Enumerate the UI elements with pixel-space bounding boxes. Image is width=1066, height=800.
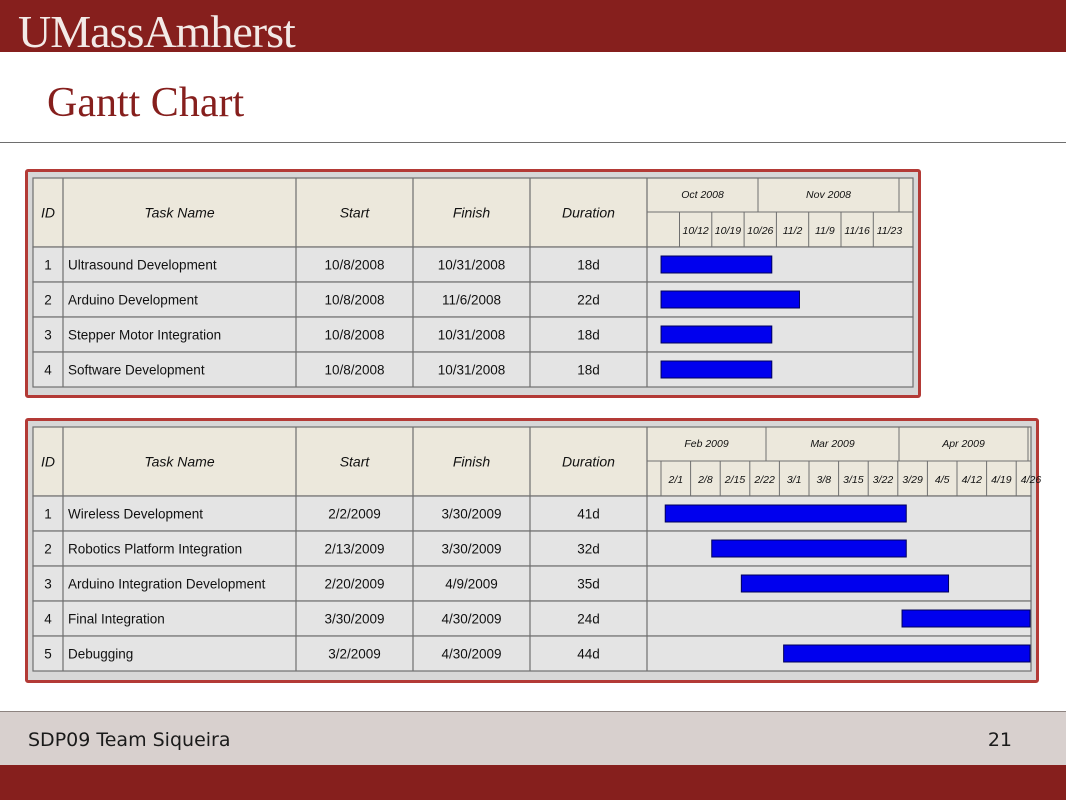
- header-bar: [0, 0, 1066, 57]
- tick-label: 11/9: [815, 225, 835, 237]
- task-start: 2/2/2009: [328, 506, 381, 522]
- task-id: 3: [44, 327, 52, 343]
- task-bar: [902, 610, 1030, 627]
- month-label: Oct 2008: [681, 189, 724, 201]
- task-finish: 10/31/2008: [437, 257, 506, 273]
- month-label: Mar 2009: [810, 438, 855, 450]
- task-name: Final Integration: [68, 611, 165, 627]
- task-name: Debugging: [68, 646, 134, 662]
- task-id: 5: [44, 646, 52, 662]
- column-header: Finish: [452, 204, 491, 221]
- task-finish: 3/30/2009: [441, 506, 502, 522]
- month-label: Feb 2009: [684, 438, 729, 450]
- task-start: 10/8/2008: [324, 327, 385, 343]
- task-id: 1: [44, 506, 52, 522]
- task-finish: 10/31/2008: [437, 327, 506, 343]
- column-header: Start: [339, 204, 370, 221]
- task-name: Software Development: [68, 362, 205, 378]
- task-duration: 24d: [577, 611, 600, 627]
- gantt-chart-spring-2009: [25, 418, 1042, 683]
- task-id: 2: [44, 292, 52, 308]
- task-start: 10/8/2008: [324, 257, 385, 273]
- task-start: 2/13/2009: [324, 541, 385, 557]
- column-header: ID: [41, 204, 55, 221]
- slide-title: Gantt Chart: [47, 80, 245, 126]
- task-duration: 32d: [577, 541, 600, 557]
- task-finish: 11/6/2008: [441, 292, 502, 308]
- task-id: 4: [44, 611, 52, 627]
- tick-label: 3/29: [902, 474, 923, 486]
- gantt-chart-fall-2008: [25, 169, 921, 398]
- task-bar: [661, 256, 772, 273]
- month-label: Apr 2009: [942, 438, 985, 450]
- task-start: 3/2/2009: [328, 646, 381, 662]
- footer-bar: [0, 711, 1066, 765]
- university-logo: UMassAmherst: [18, 6, 295, 57]
- tick-label: 2/8: [698, 474, 713, 486]
- task-start: 2/20/2009: [324, 576, 385, 592]
- task-duration: 35d: [577, 576, 600, 592]
- table-row-bg: [33, 601, 1031, 636]
- tick-label: 3/8: [816, 474, 832, 486]
- task-bar: [741, 575, 948, 592]
- task-name: Arduino Development: [68, 292, 198, 308]
- task-bar: [661, 326, 772, 343]
- task-name: Stepper Motor Integration: [68, 327, 222, 343]
- task-start: 10/8/2008: [324, 292, 385, 308]
- task-name: Wireless Development: [68, 506, 204, 522]
- column-header: Duration: [562, 453, 615, 470]
- tick-label: 10/12: [682, 225, 709, 237]
- tick-label: 3/1: [786, 474, 802, 486]
- task-id: 4: [44, 362, 52, 378]
- month-label: Nov 2008: [806, 189, 851, 201]
- task-duration: 18d: [577, 362, 600, 378]
- page-number: 21: [987, 729, 1012, 751]
- tick-label: 10/26: [747, 225, 774, 237]
- tick-label: 11/16: [844, 225, 870, 237]
- tick-label: 10/19: [714, 225, 742, 237]
- task-name: Robotics Platform Integration: [68, 541, 243, 557]
- task-finish: 4/9/2009: [445, 576, 498, 592]
- task-id: 1: [44, 257, 52, 273]
- task-duration: 18d: [577, 327, 600, 343]
- task-start: 3/30/2009: [324, 611, 385, 627]
- gantt-chart-spring-2009-svg: [28, 421, 1042, 680]
- tick-label: 4/26: [1020, 474, 1042, 486]
- task-bar: [784, 645, 1030, 662]
- task-finish: 3/30/2009: [441, 541, 502, 557]
- task-finish: 4/30/2009: [441, 611, 502, 627]
- task-name: Ultrasound Development: [68, 257, 217, 273]
- task-duration: 44d: [577, 646, 600, 662]
- column-header: Finish: [452, 453, 491, 470]
- task-finish: 10/31/2008: [437, 362, 506, 378]
- task-bar: [661, 361, 772, 378]
- task-finish: 4/30/2009: [441, 646, 502, 662]
- task-start: 10/8/2008: [324, 362, 385, 378]
- task-duration: 18d: [577, 257, 600, 273]
- task-id: 2: [44, 541, 52, 557]
- column-header: Start: [339, 453, 370, 470]
- column-header: Task Name: [144, 204, 215, 221]
- tick-label: 2/1: [668, 474, 684, 486]
- bottom-brand-bar: [0, 765, 1066, 800]
- column-header: Duration: [562, 204, 615, 221]
- tick-label: 3/22: [872, 474, 894, 486]
- tick-label: 4/12: [961, 474, 983, 486]
- gantt-chart-fall-2008-svg: [28, 172, 918, 395]
- tick-label: 11/23: [876, 225, 903, 237]
- column-header: Task Name: [144, 453, 215, 470]
- task-duration: 22d: [577, 292, 600, 308]
- task-id: 3: [44, 576, 52, 592]
- tick-label: 4/5: [934, 474, 950, 486]
- tick-label: 2/15: [724, 474, 746, 486]
- tick-label: 11/2: [782, 225, 803, 237]
- column-header: ID: [41, 453, 55, 470]
- task-name: Arduino Integration Development: [68, 576, 266, 592]
- task-bar: [665, 505, 906, 522]
- tick-label: 2/22: [754, 474, 775, 486]
- task-duration: 41d: [577, 506, 600, 522]
- task-bar: [712, 540, 907, 557]
- tick-label: 4/19: [991, 474, 1012, 486]
- title-divider: [0, 142, 1066, 143]
- task-bar: [661, 291, 799, 308]
- tick-label: 3/15: [843, 474, 864, 486]
- footer-team-name: SDP09 Team Siqueira: [28, 729, 231, 751]
